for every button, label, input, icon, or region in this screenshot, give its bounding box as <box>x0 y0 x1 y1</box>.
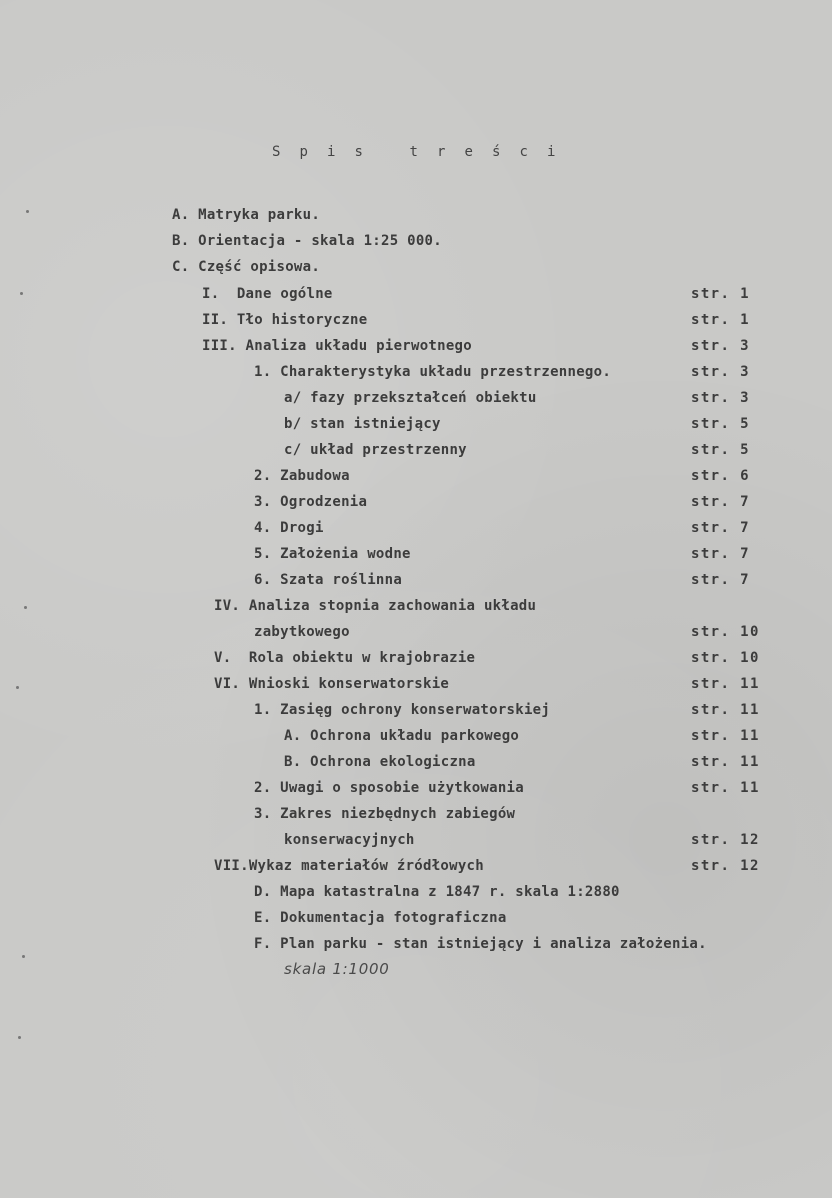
toc-page-vi-1: str. 11 <box>691 702 760 718</box>
toc-entry-f: F. Plan parku - stan istniejący i analiza założenia. <box>254 936 707 952</box>
toc-entry-iii-5: 5. Założenia wodne <box>254 546 411 562</box>
toc-entry-vii: VII.Wykaz materiałów źródłowych <box>214 858 484 874</box>
toc-page-iii-4: str. 7 <box>691 520 750 536</box>
toc-entry-vi: VI. Wnioski konserwatorskie <box>214 676 450 692</box>
toc-entry-e: E. Dokumentacja fotograficzna <box>254 910 507 926</box>
handwritten-note: skala 1:1000 <box>284 960 390 978</box>
toc-page-vi-2: str. 11 <box>691 780 760 796</box>
toc-page-vii: str. 12 <box>691 858 760 874</box>
toc-page-iii-3: str. 7 <box>691 494 750 510</box>
toc-entry-iii-2: 2. Zabudowa <box>254 468 350 484</box>
toc-entry-iii-1c: c/ układ przestrzenny <box>284 442 467 458</box>
toc-entry-iii-1a: a/ fazy przekształceń obiektu <box>284 390 537 406</box>
toc-entry-vi-1: 1. Zasięg ochrony konserwatorskiej <box>254 702 551 718</box>
toc-entry-iii-4: 4. Drogi <box>254 520 324 536</box>
toc-entry-ii: II. Tło historyczne <box>202 312 368 328</box>
toc-page-iii: str. 3 <box>691 338 750 354</box>
toc-page-vi-3: str. 12 <box>691 832 760 848</box>
toc-page-iii-1c: str. 5 <box>691 442 750 458</box>
toc-entry-iv: IV. Analiza stopnia zachowania układu <box>214 598 537 614</box>
toc-entry-a: A. Matryka parku. <box>172 207 321 223</box>
paper-speck <box>24 606 27 609</box>
toc-entry-vi-3: 3. Zakres niezbędnych zabiegów <box>254 806 516 822</box>
page-title: S p i s t r e ś c i <box>272 144 561 160</box>
paper-speck <box>16 686 19 689</box>
paper-speck <box>20 292 23 295</box>
toc-entry-vi-1b: B. Ochrona ekologiczna <box>284 754 476 770</box>
toc-entry-c: C. Część opisowa. <box>172 259 321 275</box>
toc-page-i: str. 1 <box>691 286 750 302</box>
toc-page-iii-2: str. 6 <box>691 468 750 484</box>
paper-speck <box>18 1036 21 1039</box>
toc-page-ii: str. 1 <box>691 312 750 328</box>
toc-page-vi-1a: str. 11 <box>691 728 760 744</box>
toc-page-vi: str. 11 <box>691 676 760 692</box>
toc-page-iv: str. 10 <box>691 624 760 640</box>
toc-page-iii-1a: str. 3 <box>691 390 750 406</box>
toc-entry-iii-1b: b/ stan istniejący <box>284 416 441 432</box>
toc-entry-iii: III. Analiza układu pierwotnego <box>202 338 472 354</box>
toc-page-vi-1b: str. 11 <box>691 754 760 770</box>
toc-entry-iii-3: 3. Ogrodzenia <box>254 494 368 510</box>
toc-entry-vi-1a: A. Ochrona układu parkowego <box>284 728 520 744</box>
toc-entry-vi-2: 2. Uwagi o sposobie użytkowania <box>254 780 524 796</box>
toc-page-iii-1: str. 3 <box>691 364 750 380</box>
toc-entry-b: B. Orientacja - skala 1:25 000. <box>172 233 442 249</box>
toc-entry-iii-6: 6. Szata roślinna <box>254 572 403 588</box>
toc-entry-iv-cont: zabytkowego <box>254 624 350 640</box>
toc-entry-vi-3-cont: konserwacyjnych <box>284 832 415 848</box>
toc-entry-iii-1: 1. Charakterystyka układu przestrzennego. <box>254 364 612 380</box>
toc-page-iii-6: str. 7 <box>691 572 750 588</box>
paper-speck <box>26 210 29 213</box>
toc-entry-i: I. Dane ogólne <box>202 286 333 302</box>
toc-entry-v: V. Rola obiektu w krajobrazie <box>214 650 476 666</box>
toc-page-iii-1b: str. 5 <box>691 416 750 432</box>
toc-page-v: str. 10 <box>691 650 760 666</box>
toc-entry-d: D. Mapa katastralna z 1847 r. skala 1:2880 <box>254 884 620 900</box>
paper-speck <box>22 955 25 958</box>
toc-page-iii-5: str. 7 <box>691 546 750 562</box>
